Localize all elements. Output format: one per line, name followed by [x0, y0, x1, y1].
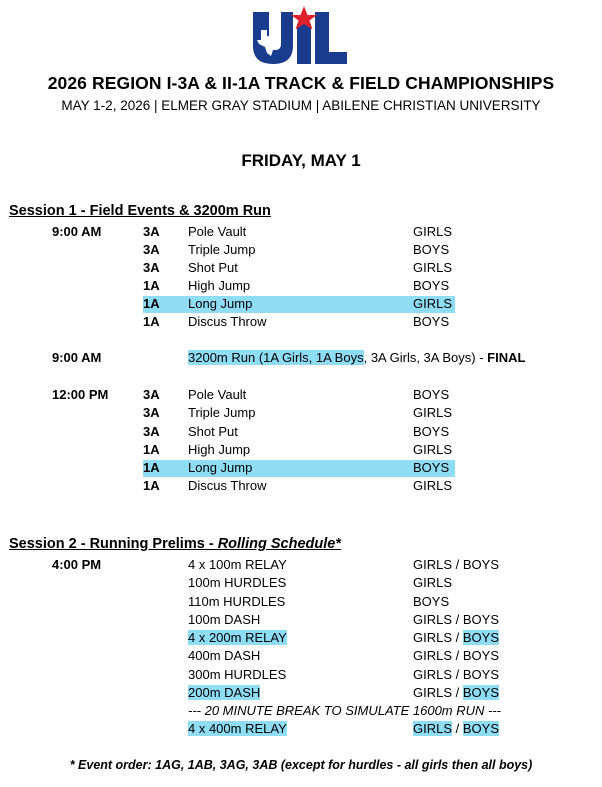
- gender-sep: /: [452, 630, 463, 645]
- schedule-row: [0, 721, 602, 739]
- schedule-row: [0, 685, 602, 703]
- class-label: 3A: [143, 242, 160, 257]
- schedule-row: [0, 242, 602, 260]
- session1-heading: Session 1 - Field Events & 3200m Run: [9, 203, 271, 219]
- page-title: 2026 REGION I-3A & II-1A TRACK & FIELD CHAMPIONSHIPS: [47, 73, 555, 93]
- gender-label: BOYS: [413, 424, 450, 439]
- gender-label: GIRLS: [413, 224, 453, 239]
- gender-boys-highlighted: BOYS: [462, 685, 499, 700]
- class-label: 1A: [143, 442, 160, 457]
- gender-label: [413, 630, 499, 645]
- session2-heading: [9, 536, 341, 552]
- footnote: * Event order: 1AG, 1AB, 3AG, 3AB (except for hurdles - all girls then all boys): [69, 758, 533, 772]
- event-label: Pole Vault: [188, 224, 247, 239]
- schedule-row-highlighted: [0, 296, 602, 314]
- gender-label: GIRLS: [413, 260, 453, 275]
- event-label: Discus Throw: [188, 314, 267, 329]
- gender-sep: /: [452, 685, 463, 700]
- gender-girls: GIRLS: [413, 557, 453, 572]
- gender-label: GIRLS: [413, 575, 453, 590]
- logo-letter-l: [315, 12, 347, 64]
- gender-label: BOYS: [413, 278, 450, 293]
- event-label: Long Jump: [188, 460, 253, 475]
- class-label: 3A: [143, 224, 160, 239]
- gender-girls: GIRLS: [413, 667, 453, 682]
- time-label: 12:00 PM: [52, 387, 109, 402]
- gender-label: BOYS: [413, 387, 450, 402]
- time-label: 4:00 PM: [52, 557, 102, 572]
- class-label: 3A: [143, 405, 160, 420]
- gender-label: [413, 667, 499, 682]
- event-label: Triple Jump: [188, 405, 256, 420]
- uil-logo: [253, 6, 347, 64]
- schedule-row: [0, 442, 602, 460]
- class-label: 1A: [143, 478, 160, 493]
- gender-boys: BOYS: [462, 648, 499, 663]
- schedule-row: [0, 224, 602, 242]
- class-label: 3A: [143, 424, 160, 439]
- gender-label: BOYS: [413, 314, 450, 329]
- event-label: Long Jump: [188, 296, 253, 311]
- gender-label: GIRLS: [413, 296, 453, 311]
- gender-girls-highlighted: GIRLS: [413, 721, 453, 736]
- gender-girls: GIRLS: [413, 685, 453, 700]
- gender-boys: BOYS: [462, 612, 499, 627]
- event-label: Pole Vault: [188, 387, 247, 402]
- event-label: 4 x 100m RELAY: [188, 557, 287, 572]
- gender-sep: /: [452, 557, 463, 572]
- schedule-row: [0, 557, 602, 575]
- gender-boys: BOYS: [462, 557, 499, 572]
- schedule-row: [0, 405, 602, 423]
- gender-boys-highlighted: BOYS: [462, 630, 499, 645]
- class-label: 1A: [143, 460, 160, 475]
- schedule-row: [0, 630, 602, 648]
- gender-sep: /: [452, 667, 463, 682]
- gender-label: [413, 648, 499, 663]
- class-label: 3A: [143, 260, 160, 275]
- schedule-row: [0, 314, 602, 332]
- gender-label: GIRLS: [413, 442, 453, 457]
- session2-title-italic: Rolling Schedule*: [217, 536, 341, 552]
- class-label: 3A: [143, 387, 160, 402]
- event-label: 400m DASH: [188, 648, 261, 663]
- time-label: 9:00 AM: [52, 350, 102, 365]
- gender-label: BOYS: [413, 460, 450, 475]
- gender-sep: /: [452, 721, 463, 736]
- logo-letter-i: [297, 24, 311, 64]
- gender-sep: /: [452, 612, 463, 627]
- event-label-highlighted: 200m DASH: [188, 685, 261, 700]
- schedule-row: [0, 667, 602, 685]
- class-label: 1A: [143, 314, 160, 329]
- event-label: 100m HURDLES: [188, 575, 287, 590]
- session2-title: Session 2 - Running Prelims: [9, 536, 205, 552]
- gender-label: GIRLS: [413, 405, 453, 420]
- time-label: 9:00 AM: [52, 224, 102, 239]
- event-label: 300m HURDLES: [188, 667, 287, 682]
- gender-label: BOYS: [413, 242, 450, 257]
- event-label: Discus Throw: [188, 478, 267, 493]
- final-label: FINAL: [487, 350, 526, 365]
- event-label: Shot Put: [188, 424, 238, 439]
- gender-girls: GIRLS: [413, 612, 453, 627]
- gender-girls: GIRLS: [413, 630, 453, 645]
- run3200-rest: , 3A Girls, 3A Boys) -: [363, 350, 488, 365]
- class-label: 1A: [143, 296, 160, 311]
- run3200-row: [0, 350, 602, 368]
- gender-girls: GIRLS: [413, 648, 453, 663]
- schedule-row: [0, 648, 602, 666]
- event-label-highlighted: 4 x 400m RELAY: [188, 721, 287, 736]
- schedule-row: [0, 278, 602, 296]
- class-label: 1A: [143, 278, 160, 293]
- schedule-row: [0, 260, 602, 278]
- gender-label: GIRLS: [413, 478, 453, 493]
- event-label: Shot Put: [188, 260, 238, 275]
- schedule-row: [0, 478, 602, 496]
- event-label: 100m DASH: [188, 612, 261, 627]
- event-label: High Jump: [188, 442, 251, 457]
- gender-label: [413, 557, 499, 572]
- schedule-row: [0, 424, 602, 442]
- event-label: High Jump: [188, 278, 251, 293]
- gender-sep: /: [452, 648, 463, 663]
- gender-label: BOYS: [413, 594, 450, 609]
- run3200-highlighted: 3200m Run (1A Girls, 1A Boys: [188, 350, 364, 365]
- gender-label: [413, 685, 499, 700]
- event-details: MAY 1-2, 2026 | ELMER GRAY STADIUM | ABILENE CHRISTIAN UNIVERSITY: [61, 98, 541, 113]
- gender-label: [413, 721, 499, 736]
- schedule-row: [0, 594, 602, 612]
- session2-title-sep: -: [204, 536, 218, 552]
- break-note: --- 20 MINUTE BREAK TO SIMULATE 1600m RUN ---: [188, 703, 502, 718]
- schedule-row: [0, 387, 602, 405]
- gender-boys: BOYS: [462, 667, 499, 682]
- event-label: Triple Jump: [188, 242, 256, 257]
- event-label: 110m HURDLES: [188, 594, 286, 609]
- run3200-event: [188, 350, 525, 365]
- event-label-highlighted: 4 x 200m RELAY: [188, 630, 287, 645]
- gender-boys-highlighted: BOYS: [462, 721, 499, 736]
- schedule-row: [0, 612, 602, 630]
- schedule-row: [0, 575, 602, 593]
- day-heading: FRIDAY, MAY 1: [241, 151, 361, 170]
- gender-label: [413, 612, 499, 627]
- schedule-row-highlighted: [0, 460, 602, 478]
- break-row: [0, 703, 602, 721]
